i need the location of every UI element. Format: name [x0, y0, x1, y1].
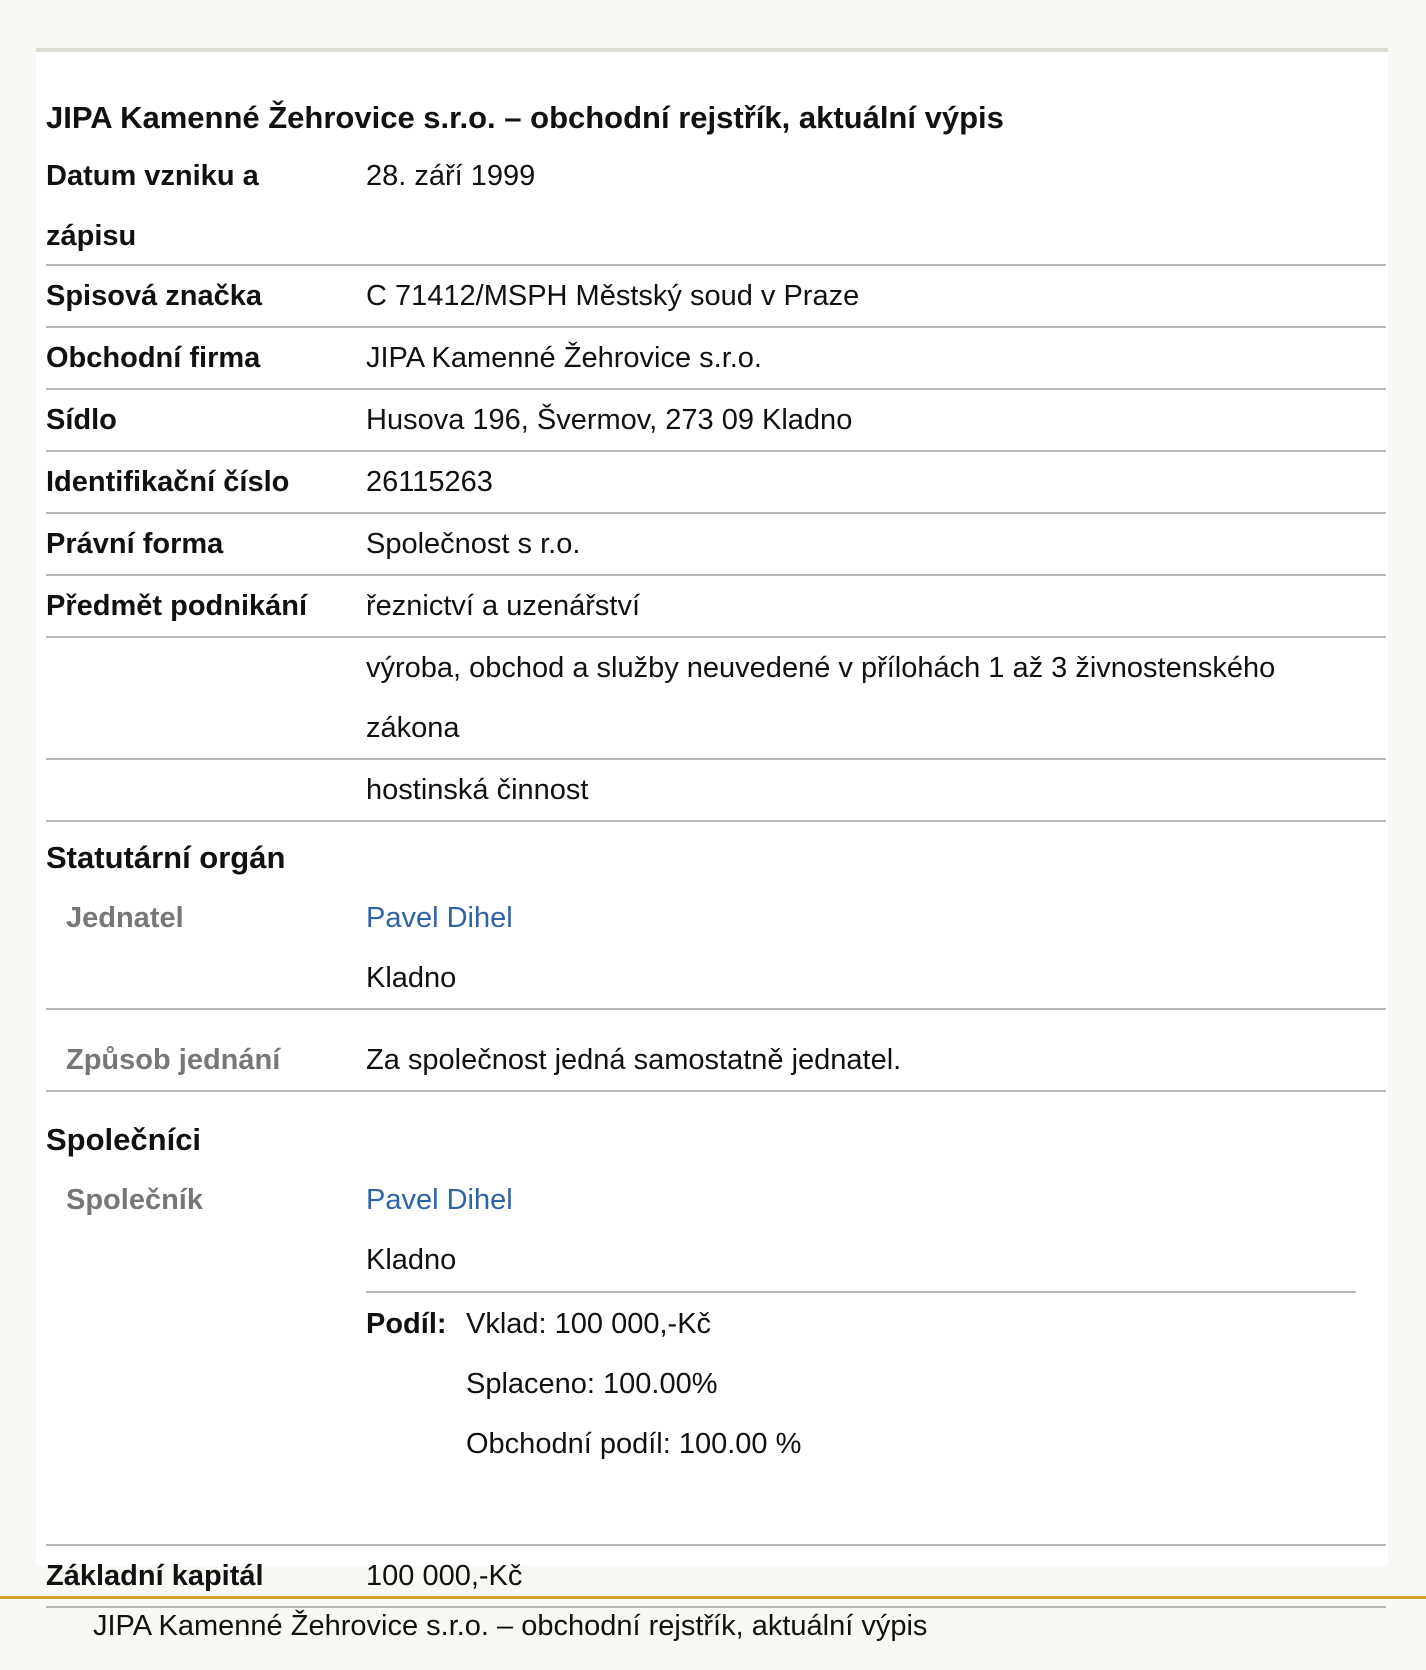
- spisova-label: Spisová značka: [46, 280, 262, 312]
- sidlo-value: Husova 196, Švermov, 273 09 Kladno: [366, 404, 853, 436]
- zpusob-value: Za společnost jedná samostatně jednatel.: [366, 1044, 902, 1076]
- row-spisova-znacka: [46, 266, 1386, 328]
- spolecnik-city: Kladno: [366, 1244, 457, 1276]
- datum-label-line-1: Datum vzniku a: [46, 160, 259, 192]
- row-sidlo: [46, 390, 1386, 452]
- row-datum-vzniku: [46, 146, 1386, 266]
- predmet-label: Předmět podnikání: [46, 590, 308, 622]
- firma-label: Obchodní firma: [46, 342, 261, 374]
- row-predmet-item-3: [46, 760, 1386, 822]
- spisova-value: C 71412/MSPH Městský soud v Praze: [366, 280, 860, 312]
- register-extract-panel: [36, 48, 1388, 1592]
- sidlo-label: Sídlo: [46, 404, 117, 436]
- datum-value: 28. září 1999: [366, 160, 536, 192]
- footer-rule: [0, 1596, 1426, 1599]
- datum-label: [46, 146, 346, 266]
- ico-label: Identifikační číslo: [46, 466, 290, 498]
- kapital-value: 100 000,-Kč: [366, 1560, 523, 1592]
- predmet-item-2-line-1: výroba, obchod a služby neuvedené v přílohách 1 až 3 živnostenského: [366, 652, 1276, 684]
- predmet-item-3: hostinská činnost: [366, 774, 589, 806]
- ico-value: 26115263: [366, 466, 493, 498]
- section-statutarni-organ: Statutární orgán: [46, 840, 286, 875]
- zpusob-label: Způsob jednání: [66, 1044, 281, 1076]
- pravni-label: Právní forma: [46, 528, 224, 560]
- spolecnik-name-link[interactable]: Pavel Dihel: [366, 1184, 513, 1216]
- predmet-item-1: řeznictví a uzenářství: [366, 590, 640, 622]
- footer-title: JIPA Kamenné Žehrovice s.r.o. – obchodní rejstřík, aktuální výpis: [93, 1610, 928, 1642]
- pravni-value: Společnost s r.o.: [366, 528, 581, 560]
- row-predmet-podnikani: [46, 576, 1386, 638]
- row-spolecnik: [46, 1170, 1386, 1546]
- row-predmet-item-2: [46, 638, 1386, 760]
- section-spolecnici: Společníci: [46, 1122, 202, 1157]
- datum-label-line-2: zápisu: [46, 220, 137, 252]
- row-obchodni-firma: [46, 328, 1386, 390]
- podil-obchodni-podil: Obchodní podíl: 100.00 %: [466, 1428, 802, 1460]
- predmet-item-2-line-2: zákona: [366, 712, 460, 744]
- podil-label: Podíl:: [366, 1308, 447, 1340]
- podil-splaceno: Splaceno: 100.00%: [466, 1368, 718, 1400]
- kapital-label: Základní kapitál: [46, 1560, 264, 1592]
- jednatel-name-link[interactable]: Pavel Dihel: [366, 902, 513, 934]
- row-identifikacni-cislo: [46, 452, 1386, 514]
- podil-divider: [366, 1291, 1356, 1293]
- predmet-item-2: [366, 638, 1366, 758]
- podil-vklad: Vklad: 100 000,-Kč: [466, 1308, 712, 1340]
- firma-value: JIPA Kamenné Žehrovice s.r.o.: [366, 342, 762, 374]
- spolecnik-label: Společník: [66, 1184, 203, 1216]
- jednatel-label: Jednatel: [66, 902, 184, 934]
- jednatel-value: [366, 888, 1366, 1008]
- row-jednatel: [46, 888, 1386, 1010]
- row-zpusob-jednani: [46, 1010, 1386, 1092]
- spolecnik-value: [366, 1170, 1366, 1290]
- row-pravni-forma: [46, 514, 1386, 576]
- page-title: JIPA Kamenné Žehrovice s.r.o. – obchodní rejstřík, aktuální výpis: [46, 100, 1004, 135]
- jednatel-city: Kladno: [366, 962, 457, 994]
